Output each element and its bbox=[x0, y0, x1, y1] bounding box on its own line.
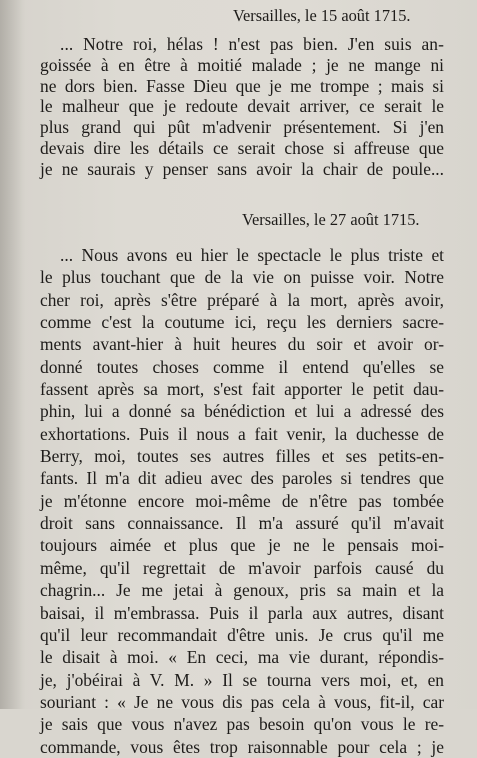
text-line: souriant : « Je ne vous dis pas cela à vous, fit-il, car bbox=[40, 691, 444, 712]
letter-1-paragraph bbox=[40, 34, 444, 180]
text-line: le malheur que je redoute devait arriver, ce serait le bbox=[40, 96, 444, 117]
text-line: ne dors bien. Fasse Dieu que je me trompe ; mais si bbox=[40, 75, 444, 96]
letter-2-paragraph bbox=[40, 244, 444, 758]
text-line: ... Nous avons eu hier le spectacle le plus triste et bbox=[60, 245, 444, 265]
text-line: droit sans connaissance. Il m'a assuré qu'il m'avait bbox=[40, 513, 444, 534]
dateline-letter-2: Versailles, le 27 août 1715. bbox=[242, 210, 420, 229]
text-line: ... Notre roi, hélas ! n'est pas bien. J'en suis an- bbox=[60, 34, 444, 54]
text-line: le disait à moi. « En ceci, ma vie durant, répondis- bbox=[40, 647, 444, 668]
text-line: le plus touchant que de la vie on puisse voir. Notre bbox=[40, 267, 444, 288]
text-line: exhortations. Puis il nous a fait venir, la duchesse de bbox=[40, 423, 444, 444]
text-line: je m'étonne encore moi-même de n'être pas tombée bbox=[40, 490, 444, 511]
text-line: baisai, il m'embrassa. Puis il parla aux autres, disant bbox=[40, 602, 444, 623]
text-line: phin, lui a donné sa bénédiction et lui a adressé des bbox=[40, 401, 444, 422]
text-line: qu'il leur recommandait d'être unis. Je crus qu'il me bbox=[40, 624, 444, 645]
text-line: donné toutes choses comme il entend qu'elles se bbox=[40, 356, 444, 377]
text-line: comme c'est la coutume ici, reçu les derniers sacre- bbox=[40, 312, 444, 333]
text-line: Berry, moi, toutes ses autres filles et ses petits-en- bbox=[40, 446, 444, 467]
page-gutter-shadow bbox=[0, 0, 26, 709]
text-line: plus grand qui pût m'advenir présentement. Si j'en bbox=[40, 117, 444, 138]
text-line: ments avant-hier à huit heures du soir et avoir or- bbox=[40, 334, 444, 355]
text-line: toujours aimée et plus que je ne le pensais moi- bbox=[40, 535, 444, 556]
text-line: même, qu'il regrettait de m'avoir parfois causé du bbox=[40, 557, 444, 578]
text-line: je, j'obéirai à V. M. » Il se tourna vers moi, et, en bbox=[40, 669, 444, 690]
text-line: cher roi, après s'être préparé à la mort, après avoir, bbox=[40, 289, 444, 310]
text-line: je ne saurais y penser sans avoir la chair de poule... bbox=[40, 158, 444, 179]
text-line: fassent après sa mort, s'est fait apporter le petit dau- bbox=[40, 379, 444, 400]
text-line: je sais que vous n'avez pas besoin qu'on vous le re- bbox=[40, 714, 444, 735]
text-line: goissée à en être à moitié malade ; je ne mange ni bbox=[40, 54, 444, 75]
text-line: chagrin... Je me jetai à genoux, pris sa main et la bbox=[40, 580, 444, 601]
text-line: fants. Il m'a dit adieu avec des paroles si tendres que bbox=[40, 468, 444, 489]
dateline-letter-1: Versailles, le 15 août 1715. bbox=[233, 6, 411, 25]
text-line: devais dire les détails ce serait chose si affreuse que bbox=[40, 137, 444, 158]
text-line: commande, vous êtes trop raisonnable pour cela ; je bbox=[40, 736, 444, 757]
